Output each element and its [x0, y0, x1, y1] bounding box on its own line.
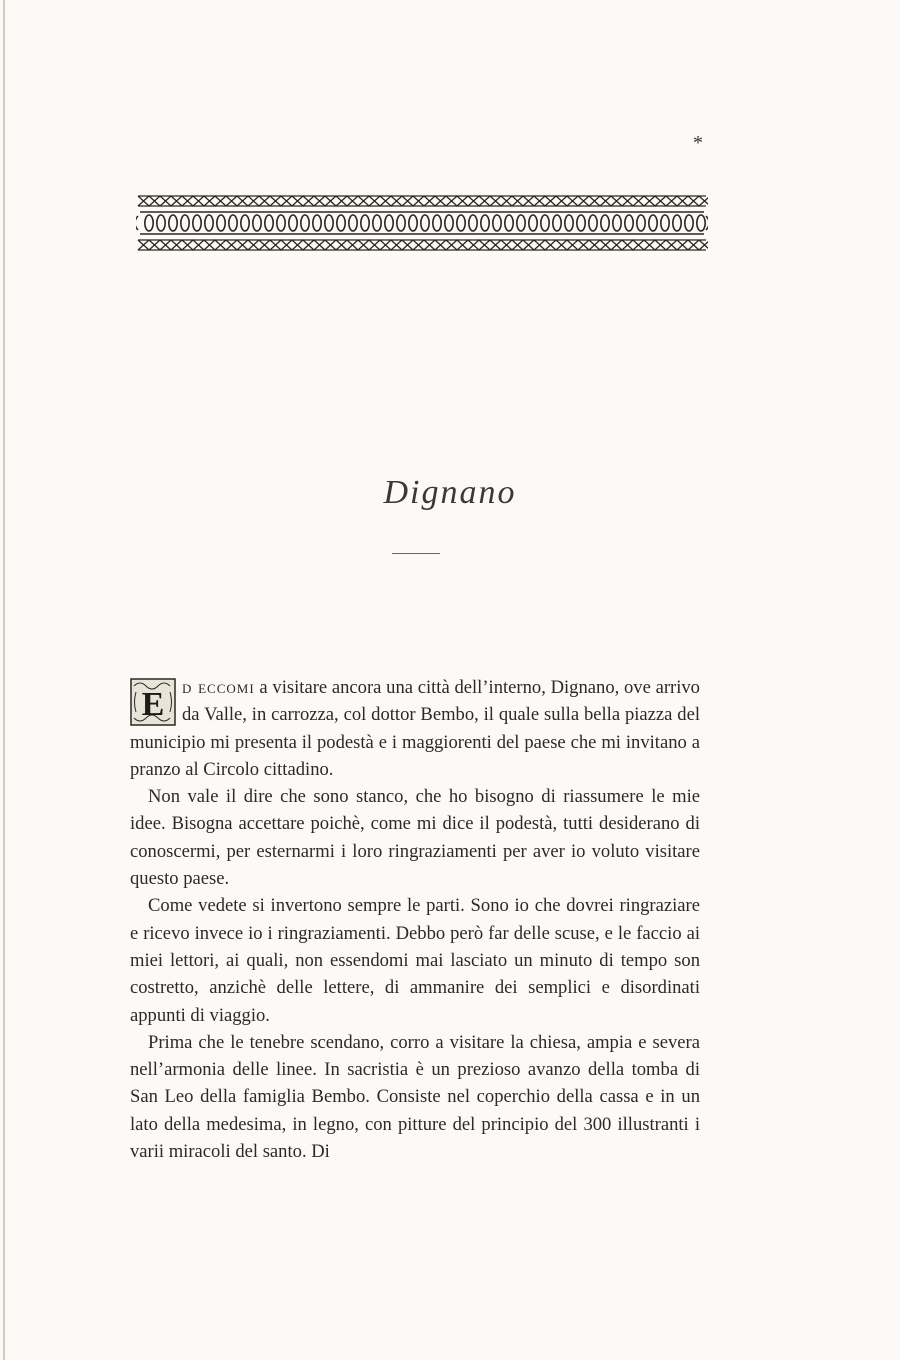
- paragraph-1: [130, 674, 700, 783]
- decorated-initial: [130, 678, 176, 726]
- title-rule: [392, 553, 440, 554]
- paragraph-3: Come vedete si invertono sempre le parti. Sono io che dovrei ringraziare e ricevo invece io i ringraziamenti. Debbo però far delle scuse, e le faccio ai miei lettori, ai quali, non essendomi mai lasciato un minuto di tempo son costretto, anzichè delle lettere, di ammanire dei semplici e disordinati appunti di viaggio.: [130, 895, 700, 1026]
- paragraph-4: Prima che le tenebre scendano, corro a visitare la chiesa, ampia e severa nell’armonia delle linee. In sacristia è un prezioso avanzo della tomba di San Leo della famiglia Bembo. Consiste nel coperchio della cassa e in un lato della medesima, in legno, con pitture del principio del 300 illustranti i varii miracoli del santo. Di: [130, 1031, 700, 1163]
- drop-cap-letter: E: [141, 686, 165, 723]
- body-text: [130, 674, 700, 1165]
- decorative-header-border: [136, 190, 708, 254]
- paragraph-2: Non vale il dire che sono stanco, che ho bisogno di riassumere le mie idee. Bisogna accettare poichè, come mi dice il podestà, tutti desiderano di conoscermi, per esternarmi i loro ringraziamenti per aver io voluto visitare questo paese.: [130, 786, 700, 890]
- first-word-rest: d eccomi: [182, 677, 255, 698]
- signature-mark: *: [693, 132, 703, 154]
- paragraph-1-text: a visitare ancora una città dell’interno, Dignano, ove arrivo da Valle, in carrozza, col dottor Bembo, il quale sulla bella piazza del municipio mi presenta il podestà e i maggiorenti del paese che mi invitano a pranzo al Circolo cittadino.: [130, 677, 700, 780]
- chapter-title: Dignano: [383, 474, 517, 511]
- page-binding-edge: [3, 0, 5, 1360]
